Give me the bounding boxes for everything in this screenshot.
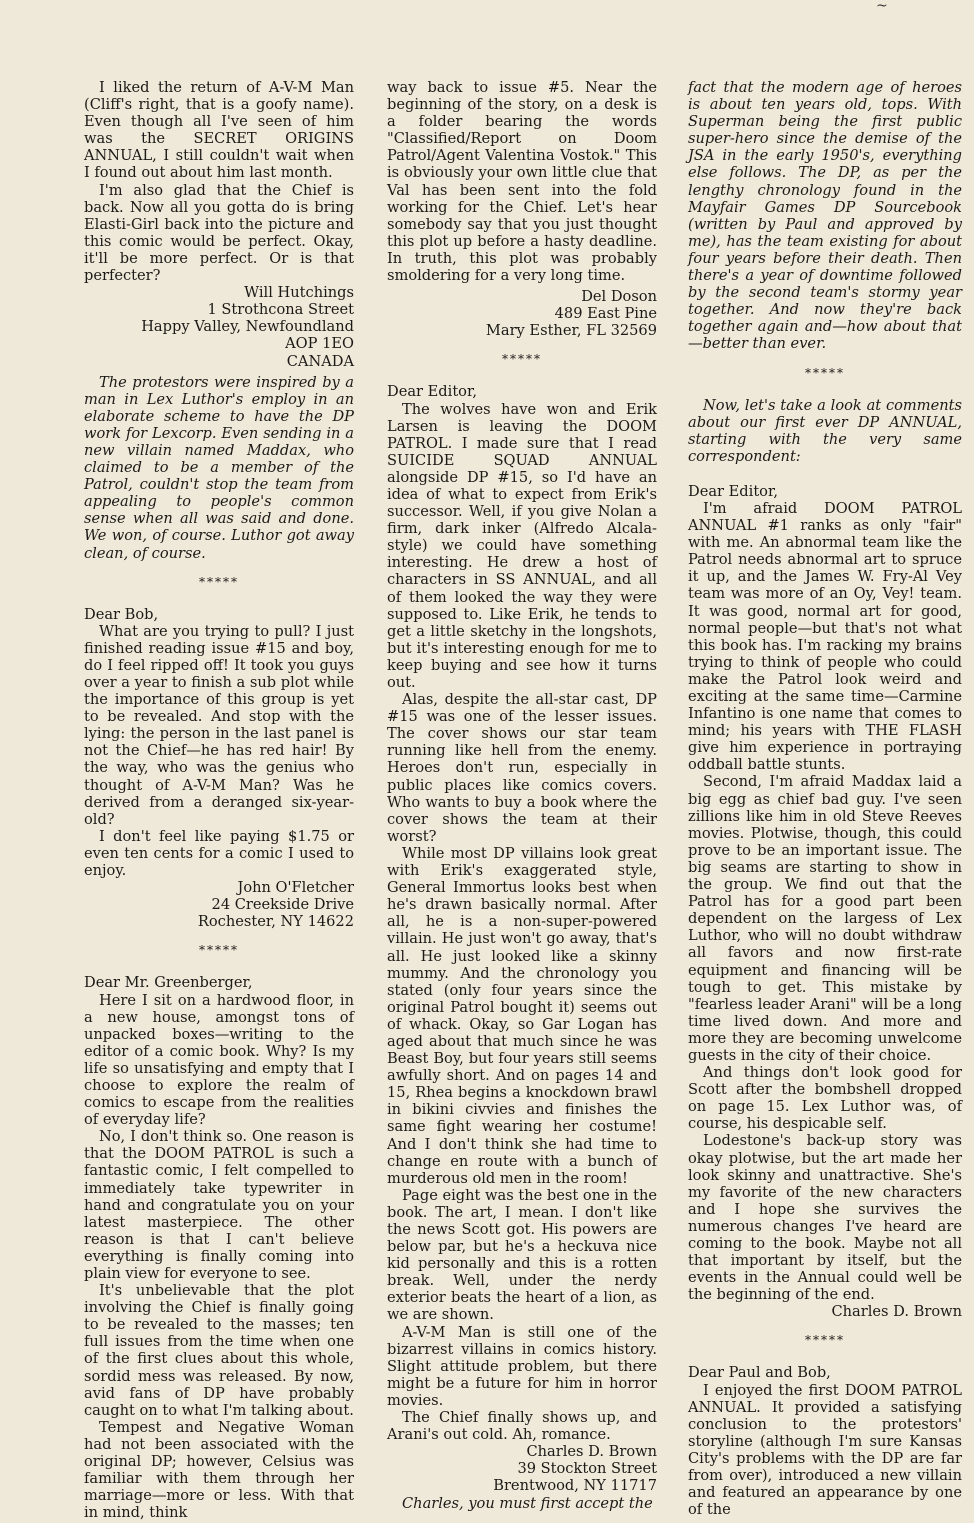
signature-line: AOP 1EO xyxy=(285,335,354,353)
section-divider: ***** xyxy=(199,943,239,958)
letter-signature xyxy=(387,288,657,339)
signature-line: Charles D. Brown xyxy=(831,1303,962,1321)
signature-line: 39 Stockton Street xyxy=(517,1460,657,1478)
signature-line: 24 Creekside Drive xyxy=(211,896,354,914)
section-divider: ***** xyxy=(805,1333,845,1348)
column-left xyxy=(84,79,354,1521)
page-mark: ~ xyxy=(876,0,888,14)
editor-reply: Now, let's take a look at comments about our first ever DP ANNUAL, starting with the very same correspondent: xyxy=(688,396,962,465)
signature-line: John O'Fletcher xyxy=(237,879,354,897)
signature-line: 1 Strothcona Street xyxy=(207,301,354,319)
letter-paragraph: Page eight was the best one in the book. The art, I mean. I don't like the news Scott got. His powers are below par, but he's a heckuva nice kid personally and this is a rotten break. Well, under the nerdy exterior beats the heart of a lion, as we are shown. xyxy=(387,1186,657,1324)
column-right xyxy=(688,79,962,1518)
signature-line: Charles D. Brown xyxy=(526,1443,657,1461)
letter-paragraph: Here I sit on a hardwood floor, in a new house, amongst tons of unpacked boxes—writing to the editor of a comic book. Why? Is my life so unsatisfying and empty that I choose to explore the realm of comics to escape from the realities of everyday life? xyxy=(84,991,354,1129)
letter-paragraph: way back to issue #5. Near the beginning of the story, on a desk is a folder bearing the words "Classified/Report on Doom Patrol/Agent Valentina Vostok." This is obviously your own little clue that Val has been sent into the fold working for the Chief. Let's hear somebody say that you just thought this plot up before a hasty deadline. In truth, this plot was probably smoldering for a very long time. xyxy=(387,79,657,285)
letter-paragraph: It's unbelievable that the plot involving the Chief is finally going to be revealed to the masses; ten full issues from the time when one of the first clues about this whole, sordid mess was released. By now, avid fans of DP have probably caught on to what I'm talking about. xyxy=(84,1282,354,1419)
letter-paragraph: Tempest and Negative Woman had not been associated with the original DP; however, Celsius was familiar with them through her marriage—more or less. With that in mind, think xyxy=(84,1418,354,1522)
letter-signature xyxy=(387,1443,657,1494)
letter-paragraph: While most DP villains look great with Erik's exaggerated style, General Immortus looks best when he's drawn basically normal. After all, he is a non-super-powered villain. He just won't go away, that's all. He just looked like a skinny mummy. And the chronology you stated (only four years since the original Patrol bought it) seems out of whack. Okay, so Gar Logan has aged about that much since he was Beast Boy, but four years still seems awfully short. And on pages 14 and 15, Rhea begins a knockdown brawl in bikini civvies and finishes the same fight wearing her costume! And I don't think she had time to change en route with a bunch of murderous old men in the room! xyxy=(387,844,657,1187)
letter-salutation: Dear Editor, xyxy=(688,482,778,500)
letter-salutation: Dear Bob, xyxy=(84,605,159,623)
letter-paragraph: The Chief finally shows up, and Arani's out cold. Ah, romance. xyxy=(387,1409,657,1444)
section-divider: ***** xyxy=(502,352,542,367)
signature-line: 489 East Pine xyxy=(554,305,657,323)
signature-line: Rochester, NY 14622 xyxy=(197,913,354,931)
column-middle xyxy=(387,79,657,1512)
letter-salutation: Dear Paul and Bob, xyxy=(688,1364,831,1382)
editor-reply: The protestors were inspired by a man in Lex Luthor's employ in an elaborate scheme to have the DP work for Lexcorp. Even sending in a new villain named Maddax, who claimed to be a member of the Patrol, couldn't stop the team from appealing to people's common sense when all was said and done. We won, of course. Luthor got away clean, of course. xyxy=(84,373,354,562)
letter-paragraph: Second, I'm afraid Maddax laid a big egg as chief bad guy. I've seen zillions like him in old Steve Reeves movies. Plotwise, though, this could prove to be an important issue. The big seams are starting to show in the group. We find out that the Patrol has for a good part been dependent on the largess of Lex Luthor, who will no doubt withdraw all favors and now first-rate equipment and financing will be tough to get. This mistake by "fearless leader Arani" will be a long time lived down. And more and more they are becoming unwelcome guests in the city of their choice. xyxy=(688,773,962,1064)
letter-paragraph: I'm afraid DOOM PATROL ANNUAL #1 ranks as only "fair" with me. An abnormal team like the Patrol needs abnormal art to spruce it up, and the James W. Fry-Al Vey team was more of an Oy, Vey! team. It was good, normal art for good, normal people—but that's not what this book has. I'm racking my brains trying to think of people who could make the Patrol look weird and exciting at the same time—Carmine Infantino is one name that comes to mind; his years with THE FLASH give him experience in portraying oddball battle stunts. xyxy=(688,499,962,774)
editor-reply: fact that the modern age of heroes is about ten years old, tops. With Superman being the first public super-hero since the demise of the JSA in the early 1950's, everything else follows. The DP, as per the lengthy chronology found in the Mayfair Games DP Sourcebook (written by Paul and approved by me), has the team existing for about four years before their death. Then there's a year of downtime followed by the second team's stormy year together. And now they're back together again and—how about that—better than ever. xyxy=(688,79,962,353)
section-divider: ***** xyxy=(199,574,239,589)
letter-paragraph: A-V-M Man is still one of the bizarrest villains in comics history. Slight attitude problem, but there might be a future for him in horror movies. xyxy=(387,1323,657,1409)
letter-paragraph: The wolves have won and Erik Larsen is leaving the DOOM PATROL. I made sure that I read SUICIDE SQUAD ANNUAL alongside DP #15, so I'd have an idea of what to expect from Erik's successor. Well, if you give Nolan a firm, dark inker (Alfredo Alcala-style) we could have something interesting. He drew a host of characters in SS ANNUAL, and all of them looked the way they were supposed to. Like Erik, he tends to get a little sketchy in the longshots, but it's interesting enough for me to keep buying and see how it turns out. xyxy=(387,400,657,691)
letter-paragraph: No, I don't think so. One reason is that the DOOM PATROL is such a fantastic comic, I felt compelled to immediately take typewriter in hand and congratulate you on your latest masterpiece. The other reason is that I can't believe everything is finally coming into plain view for everyone to see. xyxy=(84,1128,354,1282)
signature-line: Brentwood, NY 11717 xyxy=(493,1477,657,1495)
letter-paragraph: Alas, despite the all-star cast, DP #15 was one of the lesser issues. The cover shows our star team running like hell from the enemy. Heroes don't run, especially in public places like comics covers. Who wants to buy a book where the cover shows the team at their worst? xyxy=(387,691,657,845)
signature-line: Mary Esther, FL 32569 xyxy=(485,322,657,340)
letter-paragraph: I'm also glad that the Chief is back. Now all you gotta do is bring Elasti-Girl back into the picture and this comic would be perfect. Okay, it'll be more perfect. Or is that perfecter? xyxy=(84,181,354,285)
letter-salutation: Dear Mr. Greenberger, xyxy=(84,974,253,992)
signature-line: Del Doson xyxy=(581,288,657,306)
signature-line: Will Hutchings xyxy=(244,284,354,302)
section-divider: ***** xyxy=(805,365,845,380)
letter-salutation: Dear Editor, xyxy=(387,383,477,401)
letter-paragraph: I enjoyed the first DOOM PATROL ANNUAL. It provided a satisfying conclusion to the protestors' storyline (although I'm sure Kansas City's problems with the DP are far from over), introduced a new villain and featured an appearance by one of the xyxy=(688,1381,962,1519)
letter-signature xyxy=(688,1303,962,1320)
letter-paragraph: I don't feel like paying $1.75 or even ten cents for a comic I used to enjoy. xyxy=(84,827,354,880)
letter-paragraph: What are you trying to pull? I just finished reading issue #15 and boy, do I feel ripped off! It took you guys over a year to finish a sub plot while the importance of this group is yet to be revealed. And stop with the lying: the person in the last panel is not the Chief—he has red hair! By the way, who was the genius who thought of A-V-M Man? Was he derived from a deranged six-year-old? xyxy=(84,622,354,828)
letter-paragraph: And things don't look good for Scott after the bombshell dropped on page 15. Lex Luthor was, of course, his despicable self. xyxy=(688,1064,962,1133)
letter-paragraph: I liked the return of A-V-M Man (Cliff's right, that is a goofy name). Even though all I've seen of him was the SECRET ORIGINS ANNUAL, I still couldn't wait when I found out about him last month. xyxy=(84,79,354,182)
signature-line: CANADA xyxy=(286,352,354,370)
letter-signature xyxy=(84,284,354,369)
letter-paragraph: Lodestone's back-up story was okay plotwise, but the art made her look skinny and unattractive. She's my favorite of the new characters and I hope she survives the numerous changes I've heard are coming to the book. Maybe not all that important by itself, but the events in the Annual could well be the beginning of the end. xyxy=(688,1132,962,1304)
letter-signature xyxy=(84,879,354,930)
signature-line: Happy Valley, Newfoundland xyxy=(141,318,354,336)
editor-reply: Charles, you must first accept the xyxy=(402,1494,653,1512)
